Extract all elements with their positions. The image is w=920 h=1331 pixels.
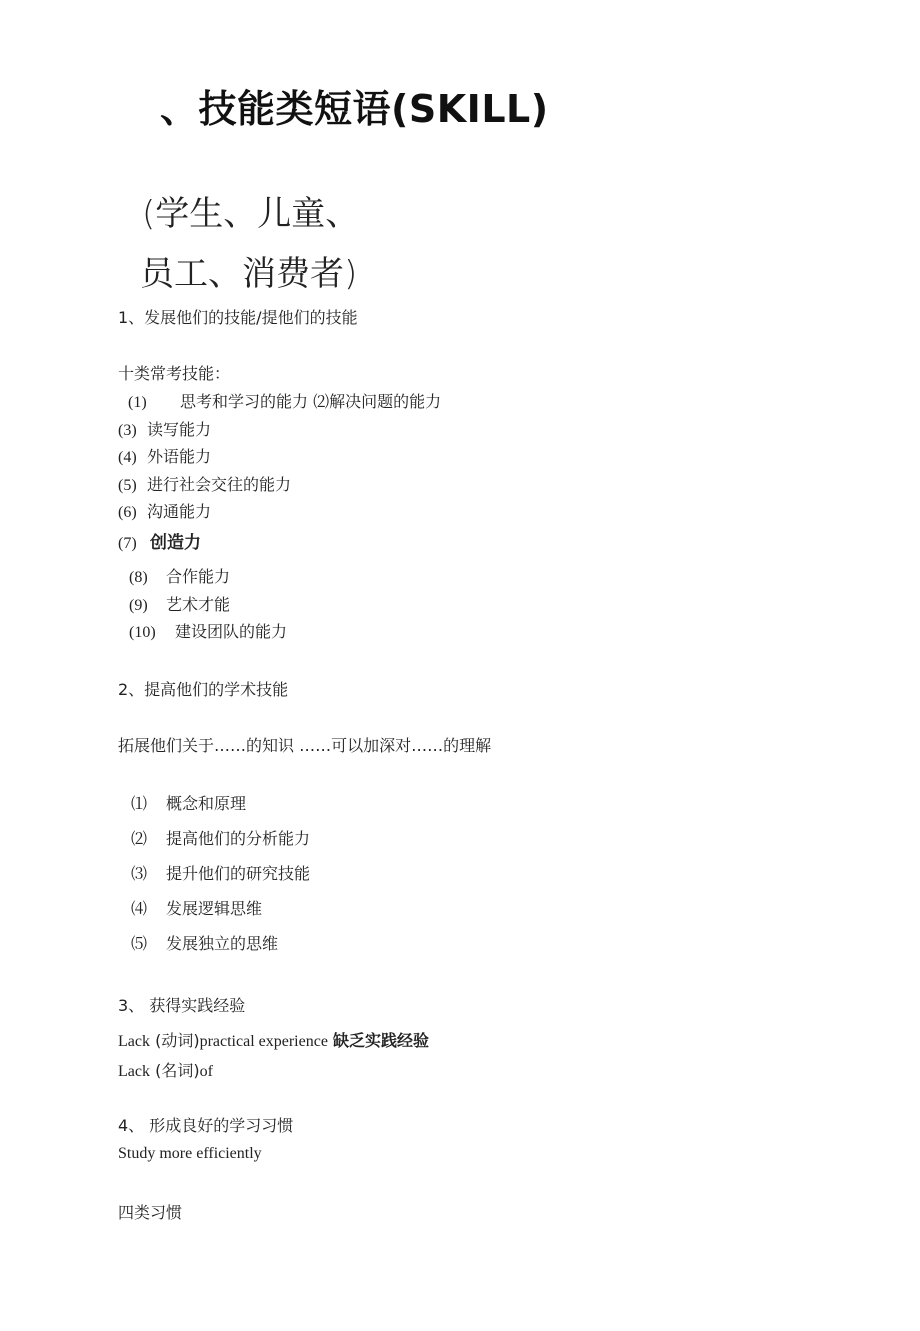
phrase-text: of bbox=[199, 1063, 213, 1080]
item-number: ⑵ bbox=[131, 831, 148, 848]
item-number: (1) bbox=[128, 394, 147, 411]
item-number: ⑶ bbox=[131, 866, 148, 883]
list-item bbox=[118, 444, 211, 467]
item-number: (10) bbox=[129, 624, 156, 641]
item-text: 进行社会交往的能力 bbox=[147, 475, 292, 494]
item-number: ⑸ bbox=[131, 936, 148, 953]
section-4-line-2: 四类习惯 bbox=[118, 1203, 183, 1222]
pos-noun: (名词) bbox=[155, 1061, 200, 1080]
list-item bbox=[129, 564, 230, 587]
item-text: 合作能力 bbox=[166, 567, 231, 586]
item-number: (5) bbox=[118, 477, 137, 494]
list-item bbox=[131, 861, 310, 884]
section-2-heading: 2、提高他们的学术技能 bbox=[118, 680, 289, 699]
subtitle-line-2: 员工、消费者) bbox=[140, 254, 358, 294]
list-item bbox=[131, 826, 310, 849]
list-item bbox=[131, 931, 278, 954]
section-3-heading: 3、 获得实践经验 bbox=[118, 996, 246, 1015]
item-number: ⑷ bbox=[131, 901, 148, 918]
list-item bbox=[129, 592, 230, 615]
item-text: 提升他们的研究技能 bbox=[166, 864, 311, 883]
page-title: 、技能类短语(SKILL) bbox=[160, 87, 549, 131]
item-text: 发展独立的思维 bbox=[166, 934, 279, 953]
item-text: 建设团队的能力 bbox=[175, 622, 288, 641]
section-3-line-1 bbox=[118, 1028, 429, 1051]
list-item bbox=[118, 472, 291, 495]
item-number: (4) bbox=[118, 449, 137, 466]
list-item bbox=[118, 528, 201, 553]
list-item bbox=[131, 791, 246, 814]
item-number: (3) bbox=[118, 422, 137, 439]
item-number: (6) bbox=[118, 504, 137, 521]
item-text: 提高他们的分析能力 bbox=[166, 829, 311, 848]
phrase-text: practical experience bbox=[199, 1033, 328, 1050]
item-text: 沟通能力 bbox=[147, 502, 212, 521]
section-1-heading: 1、发展他们的技能/提他们的技能 bbox=[118, 308, 358, 327]
pos-verb: (动词) bbox=[155, 1031, 200, 1050]
item-text: 外语能力 bbox=[147, 447, 212, 466]
section-2-intro: 拓展他们关于……的知识 ……可以加深对……的理解 bbox=[118, 736, 492, 755]
item-text: 艺术才能 bbox=[166, 595, 231, 614]
item-number: (9) bbox=[129, 597, 148, 614]
list-item bbox=[118, 417, 211, 440]
item-text: 发展逻辑思维 bbox=[166, 899, 263, 918]
list-item bbox=[129, 619, 287, 642]
section-1-intro: 十类常考技能： bbox=[118, 364, 231, 383]
item-text: 概念和原理 bbox=[166, 794, 247, 813]
lack-word: Lack bbox=[118, 1063, 150, 1080]
item-text: 创造力 bbox=[150, 533, 201, 553]
subtitle-line-1: (学生、儿童、 bbox=[142, 194, 360, 234]
item-text: 思考和学习的能力 ⑵解决问题的能力 bbox=[180, 392, 442, 411]
item-number: (8) bbox=[129, 569, 148, 586]
section-4-line-1: Study more efficiently bbox=[118, 1145, 262, 1162]
item-number: ⑴ bbox=[131, 796, 148, 813]
list-item bbox=[131, 896, 262, 919]
item-text: 读写能力 bbox=[147, 420, 212, 439]
list-item bbox=[128, 389, 441, 412]
item-number: (7) bbox=[118, 535, 137, 552]
section-3-line-2 bbox=[118, 1058, 213, 1081]
translation-text: 缺乏实践经验 bbox=[333, 1031, 430, 1050]
section-4-heading: 4、 形成良好的学习习惯 bbox=[118, 1116, 294, 1135]
lack-word: Lack bbox=[118, 1033, 150, 1050]
list-item bbox=[118, 499, 211, 522]
